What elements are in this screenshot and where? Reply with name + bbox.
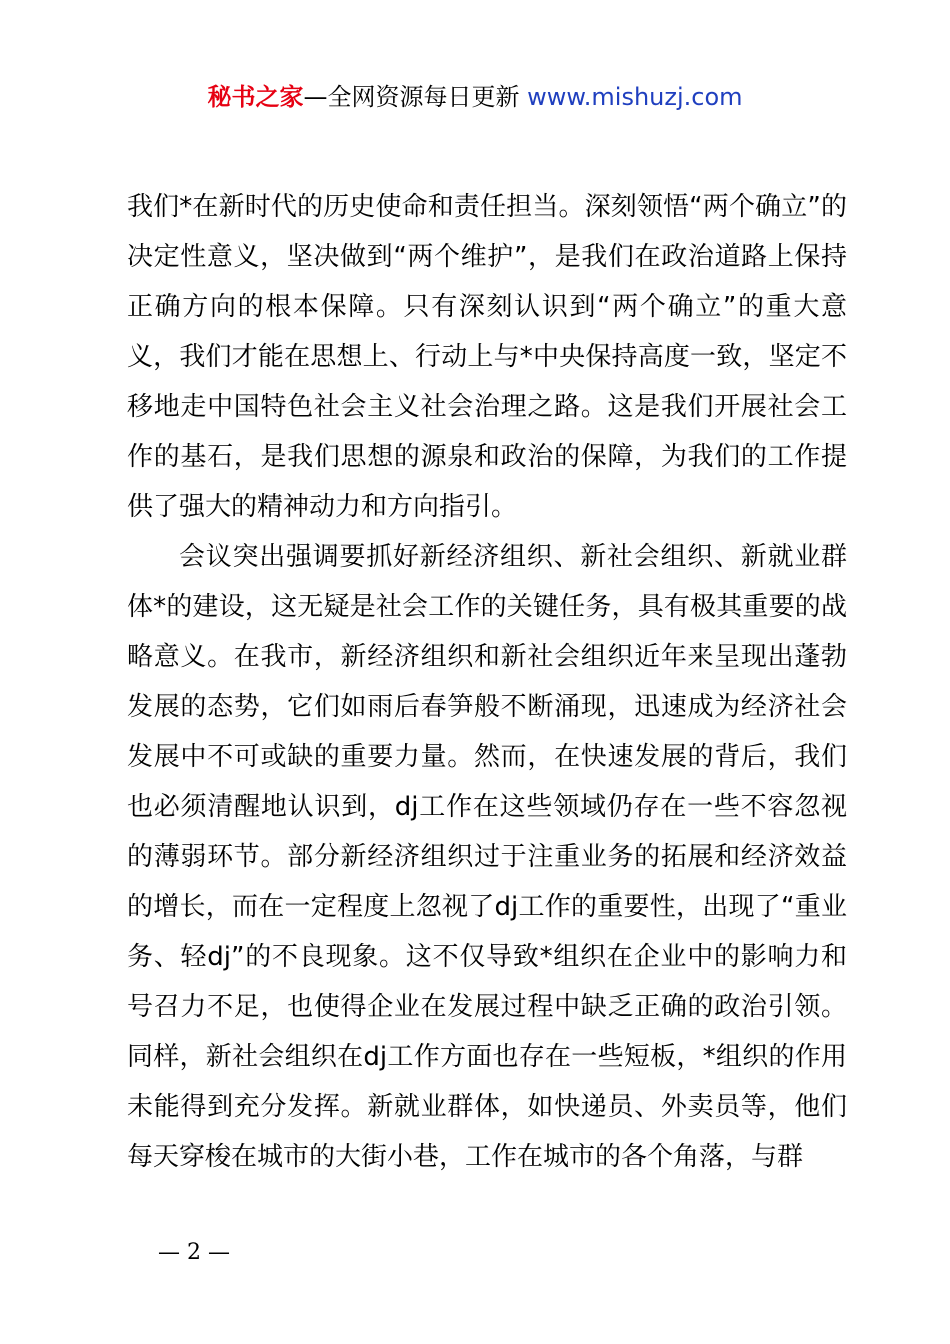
site-header	[0, 80, 950, 114]
paragraph-continuation: 我们*在新时代的历史使命和责任担当。深刻领悟“两个确立”的决定性意义，坚决做到“两个维护”，是我们在政治道路上保持正确方向的根本保障。只有深刻认识到“两个确立”的重大意义，我们才能在思想上、行动上与*中央保持高度一致，坚定不移地走中国特色社会主义社会治理之路。这是我们开展社会工作的基石，是我们思想的源泉和政治的保障，为我们的工作提供了强大的精神动力和方向指引。	[127, 192, 847, 522]
brand-name: 秘书之家	[207, 83, 304, 111]
header-tagline: —全网资源每日更新	[303, 83, 520, 111]
site-url-link[interactable]: www.mishuzj.com	[527, 83, 743, 111]
page-number: — 2 —	[158, 1240, 230, 1265]
paragraph: 会议突出强调要抓好新经济组织、新社会组织、新就业群体*的建设，这无疑是社会工作的关键任务，具有极其重要的战略意义。在我市，新经济组织和新社会组织近年来呈现出蓬勃发展的态势，它们如雨后春笋般不断涌现，迅速成为经济社会发展中不可或缺的重要力量。然而，在快速发展的背后，我们也必须清醒地认识到，dj工作在这些领域仍存在一些不容忽视的薄弱环节。部分新经济组织过于注重业务的拓展和经济效益的增长，而在一定程度上忽视了dj工作的重要性，出现了“重业务、轻dj”的不良现象。这不仅导致*组织在企业中的影响力和号召力不足，也使得企业在发展过程中缺乏正确的政治引领。同样，新社会组织在dj工作方面也存在一些短板，*组织的作用未能得到充分发挥。新就业群体，如快递员、外卖员等，他们每天穿梭在城市的大街小巷，工作在城市的各个角落，与群	[127, 542, 847, 1172]
document-body	[127, 182, 847, 1182]
